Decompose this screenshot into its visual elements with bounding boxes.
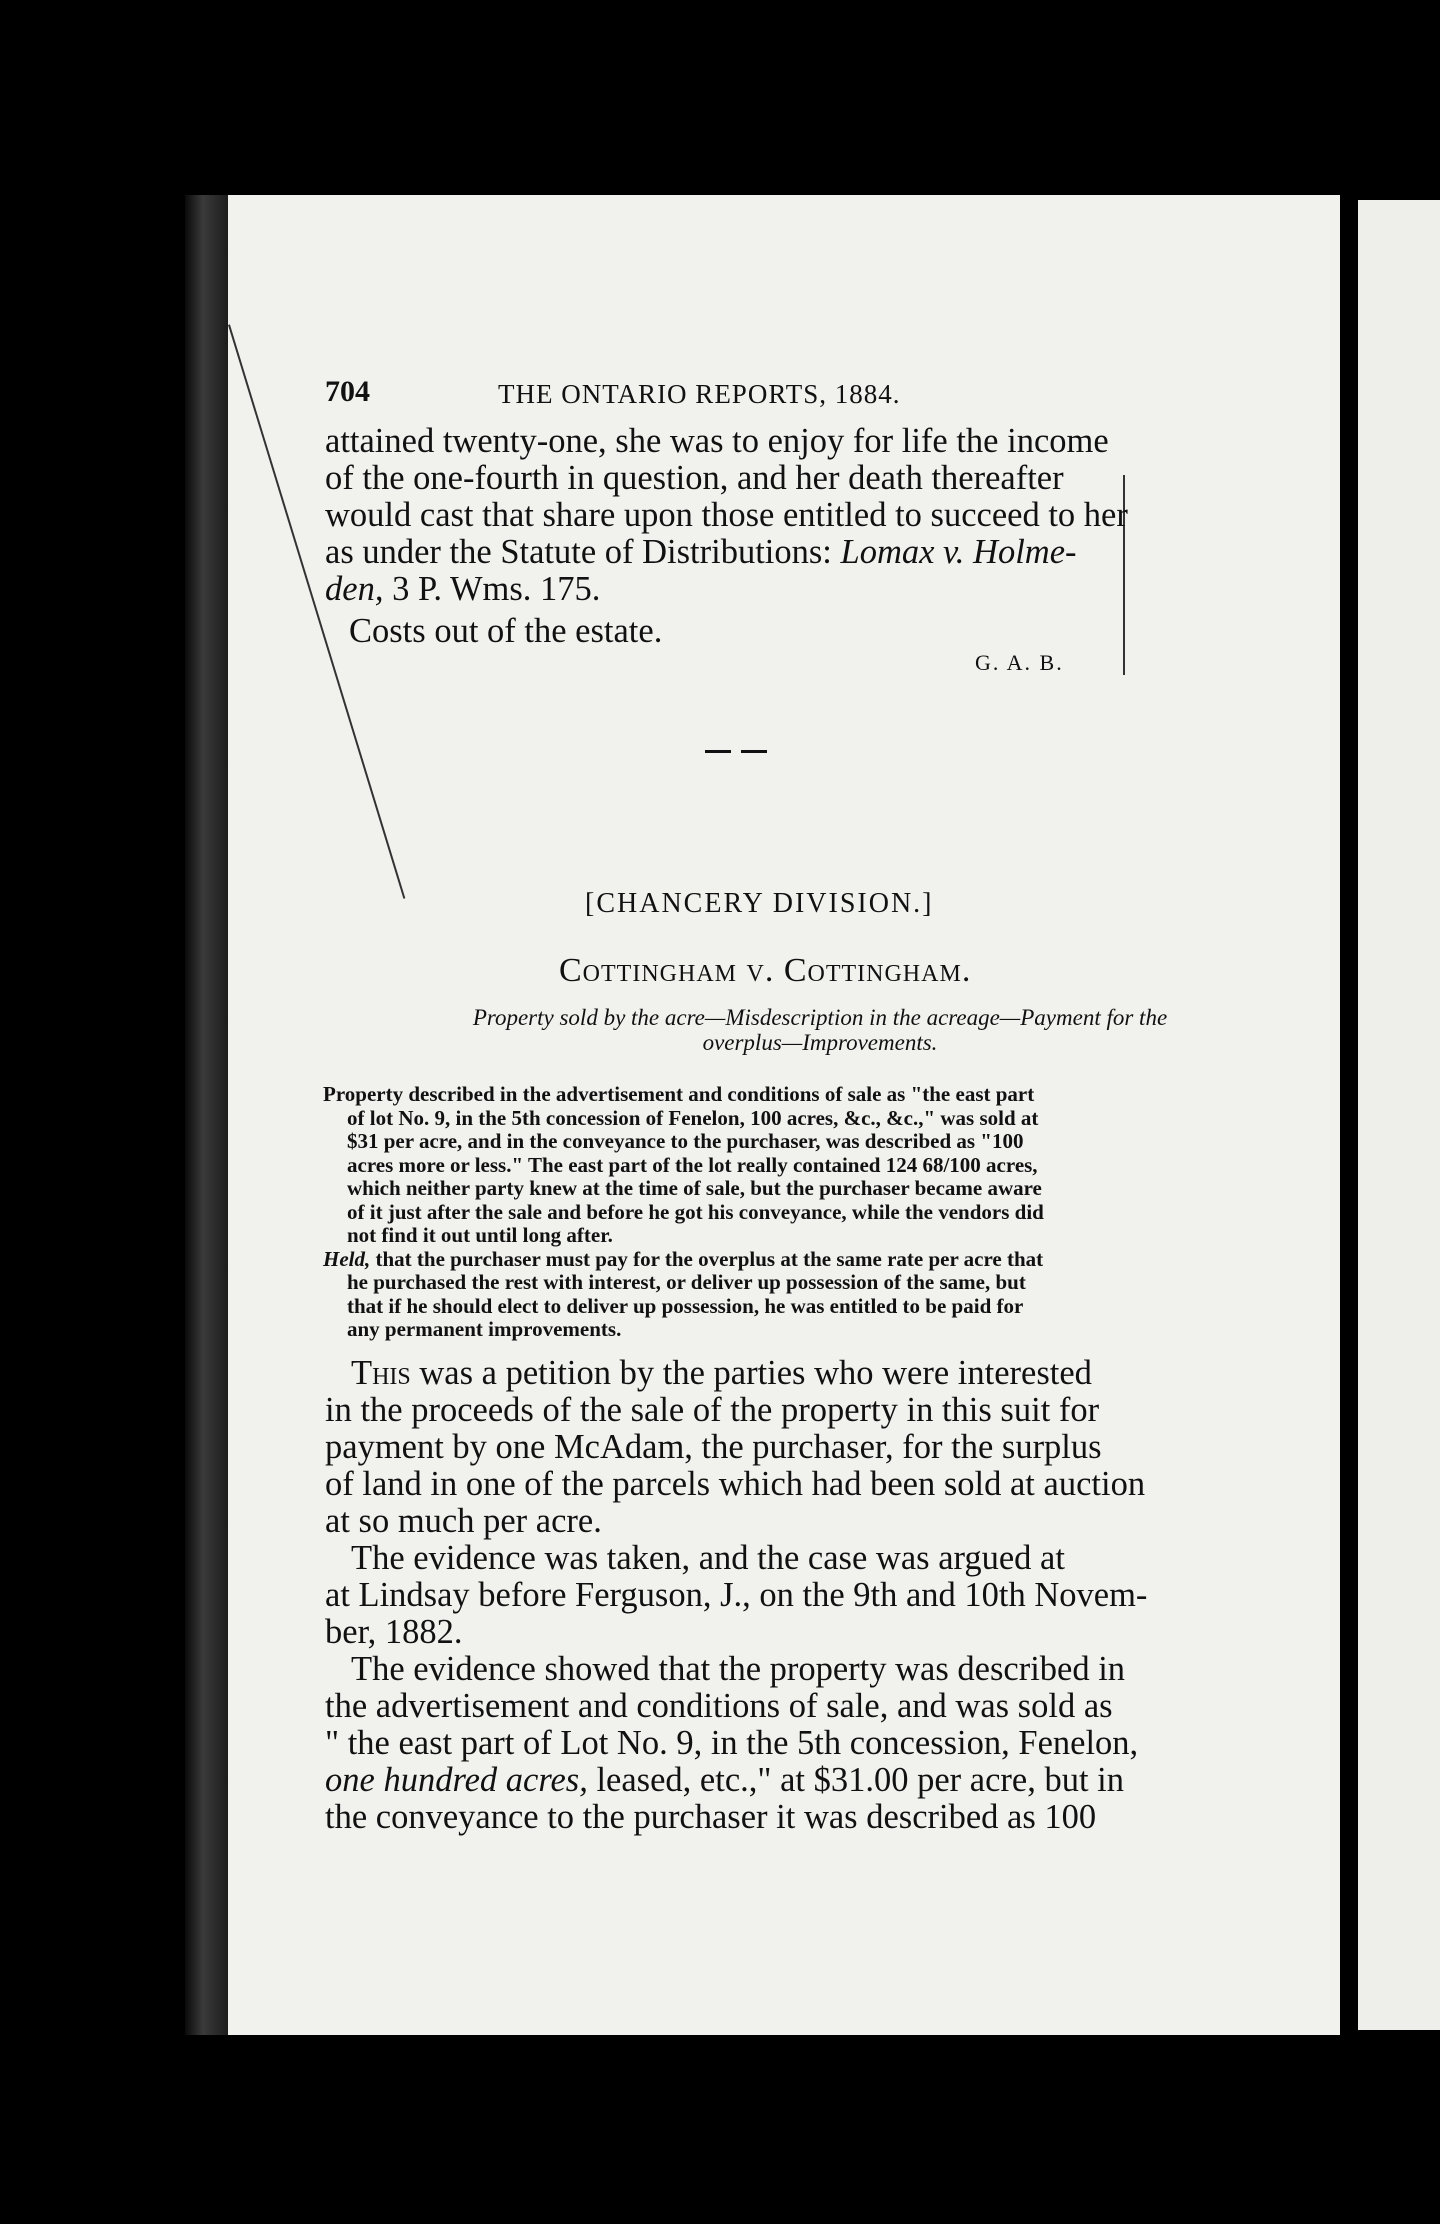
text-line: " the east part of Lot No. 9, in the 5th concession, Fenelon, <box>325 1724 1139 1762</box>
text-line: the conveyance to the purchaser it was described as 100 <box>325 1798 1097 1836</box>
text-line <box>351 1355 1092 1392</box>
running-title: THE ONTARIO REPORTS, 1884. <box>498 379 901 409</box>
book-spine <box>185 195 230 2035</box>
text-line: The evidence was taken, and the case was argued at <box>351 1539 1065 1577</box>
text-line: at Lindsay before Ferguson, J., on the 9th and 10th Novem- <box>325 1576 1148 1614</box>
document-page <box>228 195 1340 2035</box>
carryover-paragraph <box>325 423 1315 653</box>
text-line: of land in one of the parcels which had been sold at auction <box>325 1465 1146 1503</box>
text-line: the advertisement and conditions of sale, and was sold as <box>325 1687 1113 1725</box>
text-line: at so much per acre. <box>325 1502 602 1540</box>
body-text <box>325 1355 1315 1915</box>
text-line: The evidence showed that the property was described in <box>351 1650 1126 1688</box>
headnote <box>323 1083 1313 1343</box>
headnote-line: $31 per acre, and in the conveyance to the purchaser, was described as "100 <box>347 1129 1024 1153</box>
text-segment: 3 P. Wms. 175. <box>383 570 601 608</box>
text-line: in the proceeds of the sale of the property in this suit for <box>325 1391 1100 1429</box>
text-segment: leased, etc.," at $31.00 per acre, but in <box>596 1761 1125 1799</box>
text-line <box>325 571 600 608</box>
keywords-line: Property sold by the acre—Misdescription in the acreage—Payment for the <box>472 1005 1168 1030</box>
text-line <box>325 534 1077 571</box>
page-number: 704 <box>325 375 370 408</box>
headnote-line: any permanent improvements. <box>347 1317 622 1341</box>
headnote-line: which neither party knew at the time of sale, but the purchaser became aware <box>347 1176 1042 1200</box>
keywords <box>325 1005 1315 1055</box>
headnote-line: Property described in the advertisement and conditions of sale as "the east part <box>323 1082 1035 1106</box>
division-heading: [CHANCERY DIVISION.] <box>585 888 934 919</box>
headnote-line: acres more or less." The east part of the lot really contained 124 68/100 acres, <box>347 1152 1038 1177</box>
text-segment: was a petition by the parties who were interested <box>410 1354 1092 1392</box>
text-line: of the one-fourth in question, and her death thereafter <box>325 459 1064 497</box>
case-citation: den, <box>325 570 384 608</box>
text-line: payment by one McAdam, the purchaser, for the surplus <box>325 1428 1102 1466</box>
headnote-line: of lot No. 9, in the 5th concession of Fenelon, 100 acres, &c., &c.," was sold at <box>347 1105 1039 1130</box>
costs-line: Costs out of the estate. <box>349 612 663 650</box>
case-citation: Lomax v. Holme- <box>840 533 1077 571</box>
text-line: attained twenty-one, she was to enjoy for life the income <box>325 422 1109 460</box>
text-line: would cast that share upon those entitled to succeed to her <box>325 496 1128 534</box>
adjacent-page-edge <box>1358 200 1440 2030</box>
headnote-held-line <box>323 1248 1043 1272</box>
headnote-line: not find it out until long after. <box>347 1223 613 1247</box>
held-label: Held, <box>323 1246 371 1271</box>
keywords-line: overplus—Improvements. <box>702 1030 938 1055</box>
section-separator <box>705 750 731 753</box>
text-segment: that the purchaser must pay for the overplus at the same rate per acre that <box>370 1246 1044 1271</box>
case-title: Cottingham v. Cottingham. <box>559 952 972 989</box>
headnote-line: that if he should elect to deliver up possession, he was entitled to be paid for <box>347 1293 1024 1318</box>
italic-phrase: one hundred acres, <box>325 1761 588 1799</box>
headnote-line: of it just after the sale and before he got his conveyance, while the vendors did <box>347 1199 1044 1224</box>
text-line <box>325 1762 1124 1799</box>
text-line: ber, 1882. <box>325 1613 463 1651</box>
text-segment: as under the Statute of Distributions: <box>325 533 832 571</box>
headnote-line: he purchased the rest with interest, or deliver up possession of the same, but <box>347 1270 1026 1294</box>
section-separator <box>741 750 767 753</box>
reporter-initials: G. A. B. <box>975 650 1064 675</box>
dropcap-word: This <box>351 1354 411 1392</box>
